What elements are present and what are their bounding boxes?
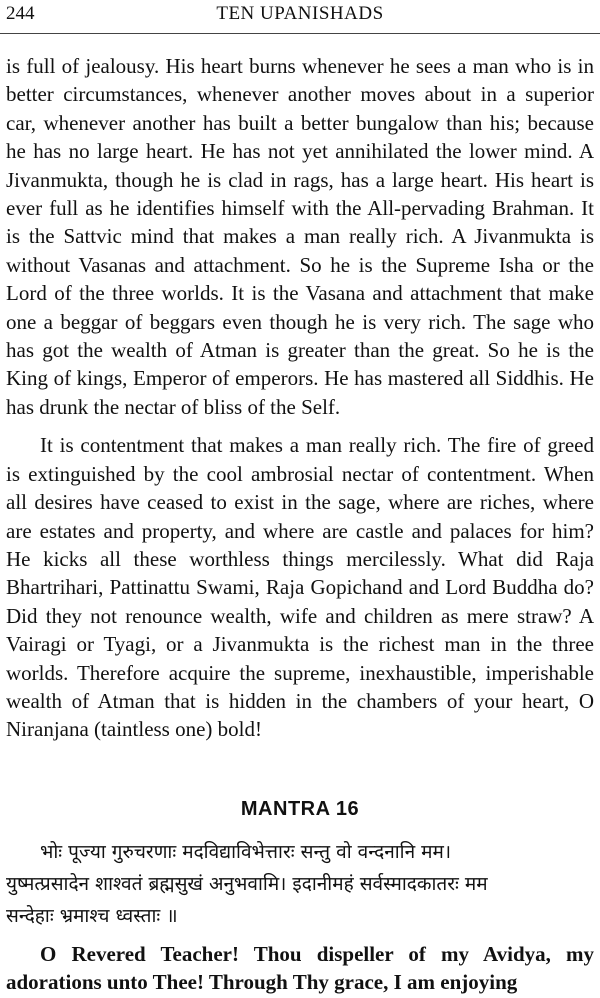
running-head: [6, 2, 594, 26]
mantra-translation: O Revered Teacher! Thou dispeller of my Avidya, my adorations unto Thee! Through Thy grace, I am enjoying: [6, 942, 594, 994]
running-title: TEN UPANISHADS: [216, 3, 384, 24]
sanskrit-line: भोः पूज्या गुरुचरणाः मदविद्याविभेत्तारः सन्तु वो वन्दनानि मम।: [40, 841, 452, 863]
mantra-heading: MANTRA 16: [240, 798, 360, 820]
sanskrit-line: युष्मत्प्रसादेन शाश्वतं ब्रह्मसुखं अनुभवामि। इदानीमहं सर्वस्मादकातरः मम: [6, 873, 488, 895]
paragraph-contentment: It is contentment that makes a man really rich. The fire of greed is extinguished by the cool ambrosial nectar of contentment. When all desires have ceased to exist in the sage, where are riches, where are estates and property, and where are castle and palaces for him? He kicks all these worthless things mercilessly. What did Raja Bhartrihari, Pattinattu Swami, Raja Gopichand and Lord Buddha do? Did they not renounce wealth, wife and children as mere straw? A Vairagi or Tyagi, or a Jivanmukta is the richest man in the three worlds. Therefore acquire the supreme, inexhaustible, imperishable wealth of Atman that is hidden in the chambers of your heart, O Niranjana (taintless one) bold!: [6, 433, 594, 742]
page-number: 244: [6, 3, 35, 24]
sanskrit-line: सन्देहाः भ्रमाश्च ध्वस्ताः ॥: [6, 905, 178, 927]
paragraph-continued: is full of jealousy. His heart burns whenever he sees a man who is in better circumstances, whenever another moves about in a superior car, whenever another has built a better bungalow than his; because he has no large heart. He has not yet annihilated the lower mind. A Jivanmukta, though he is clad in rags, has a large heart. His heart is ever full as he identifies himself with the All-pervading Brahman. It is the Sattvic mind that makes a man really rich. A Jivanmukta is without Vasanas and attachment. So he is the Supreme Isha or the Lord of the three worlds. It is the Vasana and attachment that make one a beggar of beggars even though he is very rich. The sage who has got the wealth of Atman is greater than the great. So he is the King of kings, Emperor of emperors. He has mastered all Siddhis. He has drunk the nectar of bliss of the Self.: [6, 54, 594, 419]
body-text: [6, 52, 594, 744]
header-rule: [0, 33, 600, 34]
sanskrit-verse: [6, 836, 594, 932]
